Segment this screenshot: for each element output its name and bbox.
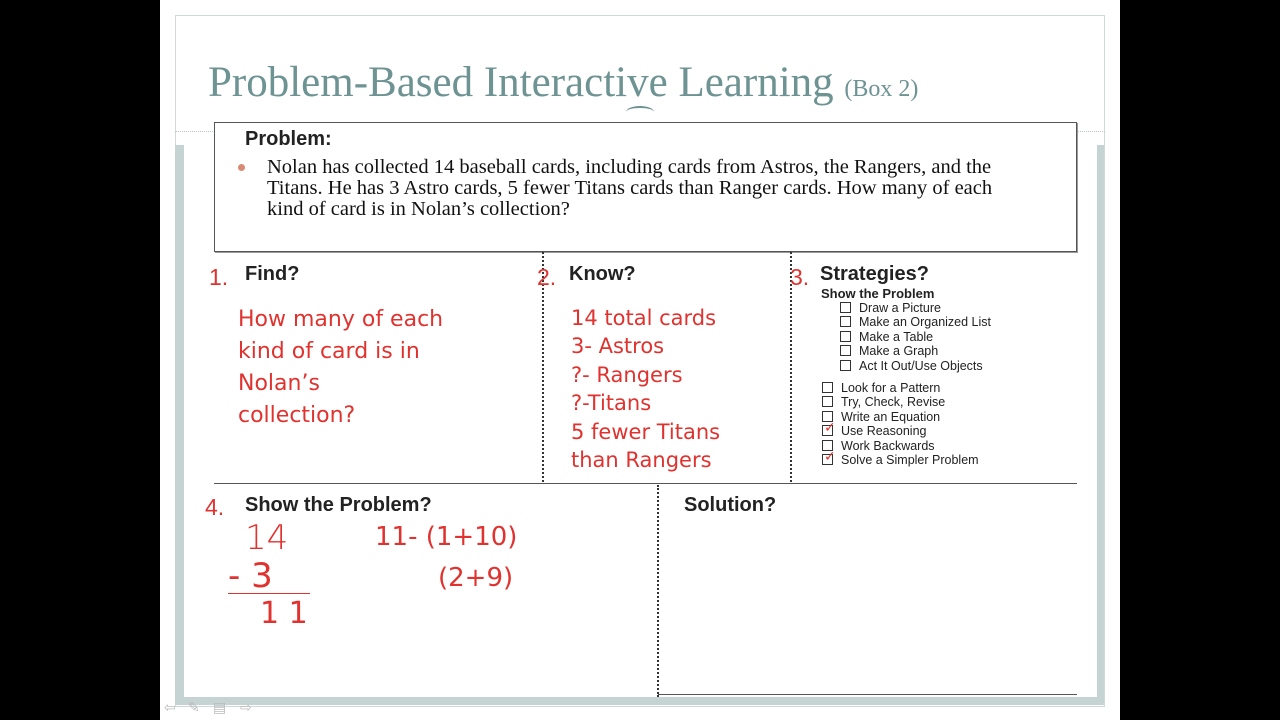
- pen-tool-button[interactable]: [188, 699, 200, 716]
- previous-slide-button[interactable]: [164, 699, 176, 716]
- check-mark-icon: ✓: [824, 449, 836, 465]
- work-top-number: 14: [245, 518, 289, 558]
- strategies-subheading: Show the Problem: [821, 286, 935, 301]
- strategy-option[interactable]: [822, 439, 935, 453]
- strategy-label: Make a Graph: [859, 344, 939, 358]
- checkbox-icon[interactable]: [840, 331, 851, 342]
- find-answer-line-1: How many of each: [238, 307, 444, 332]
- grid-divider-horizontal: [214, 483, 1077, 484]
- strategy-option[interactable]: [840, 344, 938, 358]
- strategies-heading: Strategies?: [820, 263, 929, 285]
- find-answer-line-4: collection?: [238, 403, 356, 428]
- strategy-option[interactable]: [840, 315, 991, 329]
- know-line-3: ?- Rangers: [571, 363, 683, 387]
- find-answer-line-3: Nolan’s: [238, 371, 320, 396]
- work-minus-number: - 3: [228, 556, 273, 596]
- strategy-label: Make an Organized List: [859, 315, 992, 329]
- strategy-label: Use Reasoning: [841, 424, 927, 438]
- know-line-4: ?-Titans: [571, 391, 652, 415]
- strategy-option[interactable]: [822, 381, 940, 395]
- slide-menu-button[interactable]: [213, 699, 226, 716]
- problem-heading: Problem:: [245, 128, 332, 150]
- solution-heading: Solution?: [684, 494, 777, 516]
- checkbox-icon[interactable]: [822, 382, 833, 393]
- checkbox-icon[interactable]: [840, 316, 851, 327]
- work-result: 1 1: [260, 596, 308, 631]
- grid-divider-show-solution: [657, 485, 659, 697]
- know-line-1: 14 total cards: [571, 306, 717, 330]
- ink-arc-mark: [626, 106, 654, 118]
- strategy-option[interactable]: [822, 453, 979, 467]
- strategy-option[interactable]: [840, 301, 941, 315]
- know-line-5: 5 fewer Titans: [571, 420, 721, 444]
- frame-left-rail: [175, 145, 184, 705]
- strategy-option[interactable]: [822, 395, 945, 409]
- checkbox-icon[interactable]: [840, 360, 851, 371]
- strategy-option[interactable]: [840, 330, 933, 344]
- strategy-label: Draw a Picture: [859, 301, 941, 315]
- know-heading: Know?: [569, 263, 636, 285]
- strategy-label: Make a Table: [859, 330, 934, 344]
- frame-bottom-rail: [175, 697, 1104, 705]
- find-answer-line-2: kind of card is in: [238, 339, 420, 364]
- work-underline: [228, 593, 310, 594]
- find-number: 1.: [209, 264, 229, 290]
- arrow-left-icon: ⇦: [164, 699, 176, 715]
- checkbox-icon[interactable]: [840, 302, 851, 313]
- know-line-2: 3- Astros: [571, 334, 665, 358]
- know-line-6: than Rangers: [571, 448, 712, 472]
- strategy-option[interactable]: [822, 424, 926, 438]
- check-mark-icon: ✓: [824, 420, 836, 436]
- strategy-label: Solve a Simpler Problem: [841, 453, 979, 467]
- grid-divider-bottom: [658, 694, 1077, 695]
- slide-title-main: Problem-Based Interactive Learning: [208, 59, 834, 106]
- work-equation-1: 11- (1+10): [375, 522, 518, 552]
- know-number: 2.: [537, 264, 557, 290]
- strategy-label: Write an Equation: [841, 410, 941, 424]
- strategies-number: 3.: [790, 264, 810, 290]
- problem-box: [214, 122, 1077, 252]
- problem-text: Nolan has collected 14 baseball cards, including cards from Astros, the Rangers, and the Titans. He has 3 Astro cards, 5 fewer Titans cards than Ranger cards. How many of each kind of card is in Nolan’s collection?: [267, 156, 993, 220]
- find-heading: Find?: [245, 263, 300, 285]
- show-number: 4.: [205, 494, 225, 520]
- slide: [160, 0, 1120, 720]
- checkbox-icon[interactable]: [822, 396, 833, 407]
- arrow-right-icon: ⇨: [240, 699, 252, 715]
- strategy-option[interactable]: [840, 359, 983, 373]
- frame-right-rail: [1097, 145, 1104, 705]
- slide-title: [208, 58, 918, 107]
- strategy-label: Work Backwards: [841, 439, 935, 453]
- bullet-icon: [238, 164, 245, 171]
- strategy-label: Try, Check, Revise: [841, 395, 946, 409]
- show-heading: Show the Problem?: [245, 494, 432, 516]
- strategy-option[interactable]: [822, 410, 940, 424]
- work-equation-2: (2+9): [438, 563, 514, 593]
- checkbox-icon[interactable]: [840, 345, 851, 356]
- next-slide-button[interactable]: [240, 699, 252, 716]
- slide-title-suffix: (Box 2): [844, 76, 919, 102]
- menu-icon: ▤: [213, 699, 227, 715]
- strategy-label: Look for a Pattern: [841, 381, 941, 395]
- strategy-label: Act It Out/Use Objects: [859, 359, 983, 373]
- pen-icon: ✎: [188, 699, 200, 715]
